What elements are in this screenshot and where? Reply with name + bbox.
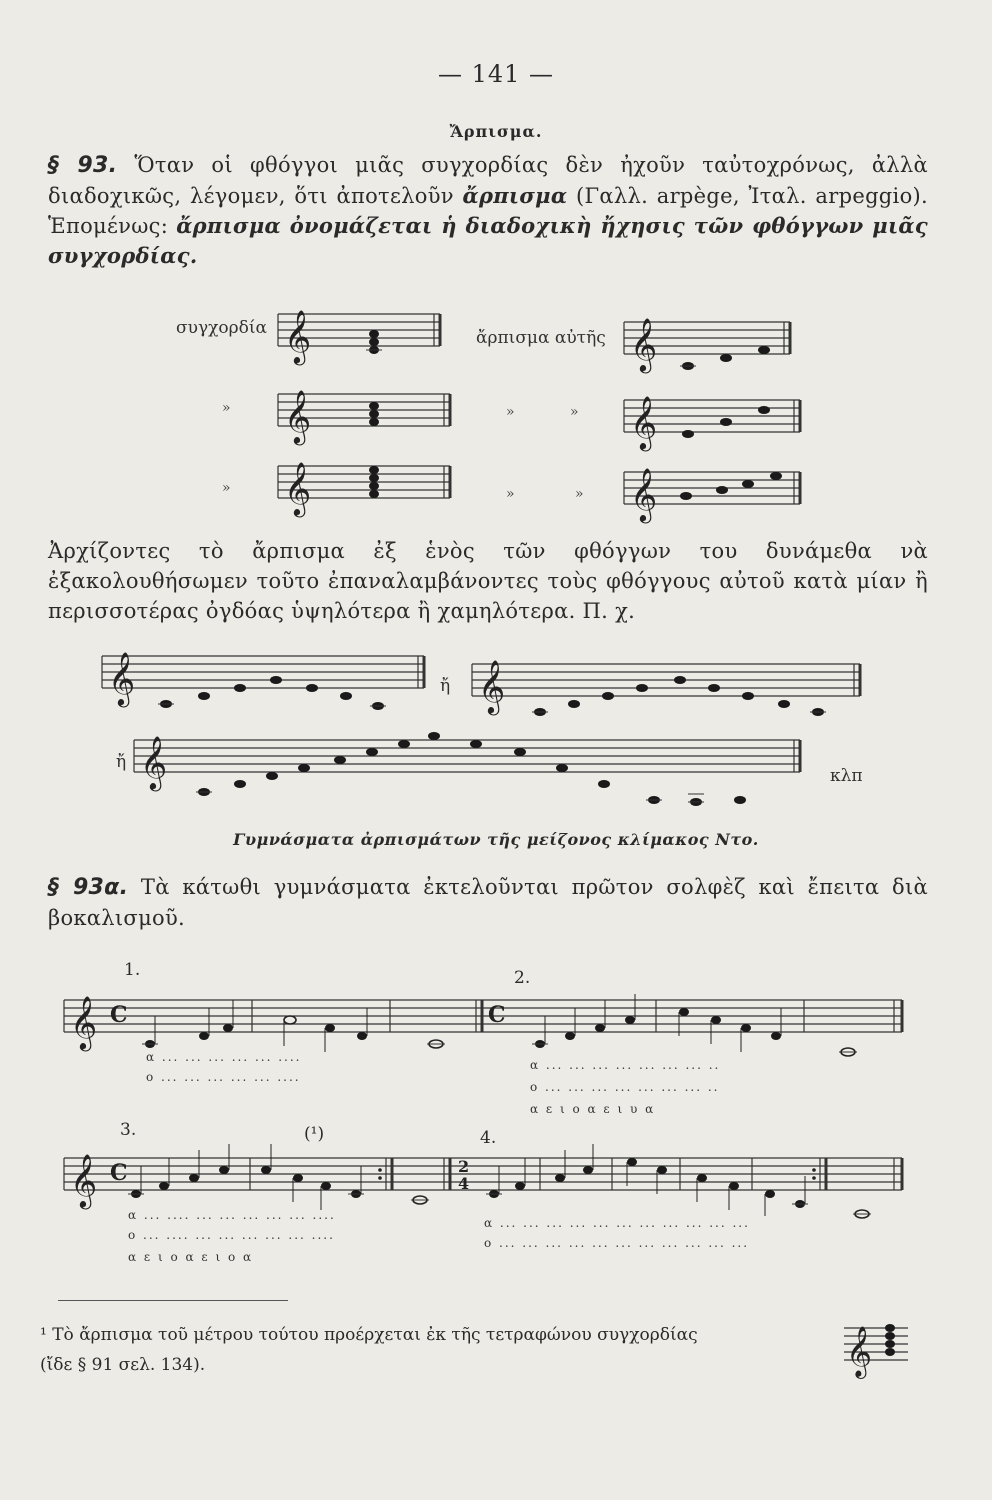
arpeggio-note <box>734 796 746 804</box>
arpeggio-note <box>428 732 440 740</box>
exercise-2-notes <box>532 994 857 1056</box>
syllable-row: ο ... ... ... ... ... ... ... ... ... ... ... <box>484 1236 750 1250</box>
arpeggio-note <box>680 492 692 500</box>
chord-note <box>369 410 379 418</box>
ditto-mark: » <box>506 404 515 420</box>
repeat-dot-icon <box>378 1176 382 1180</box>
syllable-row: α ε ι ο α ε ι ο α <box>128 1250 254 1264</box>
ditto-mark: » <box>575 486 584 502</box>
ditto-mark: » <box>570 404 579 420</box>
paragraph-text: (Γαλλ. arpège, Ἰταλ. arpeggio). Ἑπομένως: <box>48 184 928 238</box>
chord-note <box>885 1340 895 1348</box>
chord-note <box>369 418 379 426</box>
arpeggio-note <box>298 764 310 772</box>
section-number: § 93α. <box>48 875 129 900</box>
arpeggio-note <box>234 684 246 692</box>
arpeggio-note <box>770 472 782 480</box>
treble-clef-icon: 𝄞 <box>478 659 506 713</box>
arpeggio-note <box>366 748 378 756</box>
arpeggio-note <box>720 418 732 426</box>
label-chord: συγχορδία <box>176 318 268 338</box>
arpeggio-note <box>598 780 610 788</box>
syllable-row: α ... .... ... ... ... ... ... .... <box>128 1208 336 1222</box>
treble-clef-icon: 𝄞 <box>70 995 98 1049</box>
arpeggio-note <box>266 772 278 780</box>
footnote-mark: (¹) <box>304 1124 325 1144</box>
footnote-line: (ἴδε § 91 σελ. 134). <box>40 1355 206 1375</box>
footnote <box>40 1320 800 1380</box>
ditto-mark: » <box>506 486 515 502</box>
arpeggio-note <box>234 780 246 788</box>
syllable-row: α ... ... ... ... ... ... ... ... ... ... ... <box>484 1216 750 1230</box>
exercise-number: 2. <box>514 968 531 988</box>
chord-note <box>369 466 379 474</box>
section-title: Ἄρπισμα. <box>449 122 543 141</box>
arpeggio-note <box>636 684 648 692</box>
term-arpeggio: ἄρπισμα <box>462 183 568 208</box>
staff-exercises-row1 <box>64 1000 902 1032</box>
treble-clef-icon: 𝄞 <box>846 1326 873 1377</box>
label-etc: κλπ <box>830 766 863 786</box>
treble-clef-icon: 𝄞 <box>630 467 658 521</box>
syllable-row: α ... ... ... ... ... .... <box>146 1050 302 1064</box>
arpeggio-note <box>556 764 568 772</box>
label-or: ἤ <box>116 752 127 772</box>
arpeggio-note <box>568 700 580 708</box>
chord-note <box>885 1324 895 1332</box>
paragraph-text: Τὰ κάτωθι γυμνάσματα ἐκτελοῦνται πρῶτον σολφὲζ καὶ ἔπειτα διὰ βοκαλισμοῦ. <box>48 875 928 930</box>
paragraph-text: Ὅταν οἱ φθόγγοι μιᾶς συγχορδίας δὲν ἠχοῦν ταὐτοχρόνως, ἀλλὰ διαδοχικῶς, λέγομεν, ὅτι ἀποτελοῦν <box>48 153 928 208</box>
arpeggio-note <box>674 676 686 684</box>
syllable-row: ο ... ... ... ... ... .... <box>146 1070 301 1084</box>
syllable-row: ο ... .... ... ... ... ... ... .... <box>128 1228 335 1242</box>
staff-extended-c <box>134 740 800 772</box>
chord-note <box>369 338 379 346</box>
common-time-icon: C <box>488 1002 506 1028</box>
treble-clef-icon: 𝄞 <box>284 389 312 443</box>
common-time-icon: C <box>110 1160 128 1186</box>
repeat-dot-icon <box>378 1168 382 1172</box>
exercise-number: 1. <box>124 960 141 980</box>
staff-extended-b <box>472 664 860 696</box>
treble-clef-icon: 𝄞 <box>70 1153 98 1207</box>
arpeggio-note <box>602 692 614 700</box>
label-arpeggio: ἄρπισμα αὐτῆς <box>476 328 606 348</box>
footnote-line: ¹ Τὸ ἄρπισμα τοῦ μέτρου τούτου προέρχεται ἐκ τῆς τετραφώνου συγχορδίας <box>40 1325 698 1345</box>
arpeggio-note <box>720 354 732 362</box>
treble-clef-icon: 𝄞 <box>630 395 658 449</box>
treble-clef-icon: 𝄞 <box>140 735 168 789</box>
arpeggio-note <box>708 684 720 692</box>
paragraph-arpeggio-extension: Ἀρχίζοντες τὸ ἄρπισμα ἐξ ἑνὸς τῶν φθόγγων του δυνάμεθα νὰ ἐξακολουθήσωμεν τοῦτο ἐπαναλαμβάνοντες τοὺς φθόγγους αὐτοῦ κατὰ μίαν ἢ περισσοτέρας ὀγδόας ὑψηλότερα ἢ χαμηλότερα. Π. χ. <box>48 539 928 623</box>
staff-exercises-row2 <box>64 1158 902 1190</box>
exercise-number: 4. <box>480 1128 497 1148</box>
ditto-mark: » <box>222 480 231 496</box>
footnote-divider <box>58 1300 288 1301</box>
exercise-3-notes <box>128 1144 429 1210</box>
arpeggio-note <box>758 346 770 354</box>
exercise-number: 3. <box>120 1120 137 1140</box>
arpeggio-note <box>682 430 694 438</box>
arpeggio-note <box>470 740 482 748</box>
staff-extended-a <box>102 656 424 688</box>
exercise-4-notes <box>486 1144 871 1218</box>
chord-note <box>369 402 379 410</box>
arpeggio-note <box>742 480 754 488</box>
common-time-icon: C <box>110 1002 128 1028</box>
treble-clef-icon: 𝄞 <box>284 461 312 515</box>
chord-note <box>369 474 379 482</box>
ditto-mark: » <box>222 400 231 416</box>
syllable-row: α ε ι ο α ε ι υ α <box>530 1102 656 1116</box>
arpeggio-note <box>716 486 728 494</box>
label-or: ἤ <box>440 676 451 696</box>
arpeggio-note <box>306 684 318 692</box>
chord-note <box>369 482 379 490</box>
paragraph-93a <box>48 872 928 933</box>
time-signature-bottom-icon: 4 <box>458 1174 470 1193</box>
definition-text: ἄρπισμα ὀνομάζεται ἡ διαδοχικὴ ἤχησις τῶν φθόγγων μιᾶς συγχορδίας. <box>48 213 928 268</box>
page-number: — 141 — <box>437 60 555 88</box>
arpeggio-note <box>742 692 754 700</box>
treble-clef-icon: 𝄞 <box>630 317 658 371</box>
treble-clef-icon: 𝄞 <box>108 651 136 705</box>
treble-clef-icon: 𝄞 <box>284 309 312 363</box>
arpeggio-note <box>758 406 770 414</box>
time-signature-top-icon: 2 <box>458 1157 470 1176</box>
syllable-row: α ... ... ... ... ... ... ... .. <box>530 1058 721 1072</box>
chord-note <box>369 330 379 338</box>
chord-note <box>369 490 379 498</box>
arpeggio-note <box>778 700 790 708</box>
syllable-row: ο ... ... ... ... ... ... ... .. <box>530 1080 720 1094</box>
arpeggio-note <box>514 748 526 756</box>
arpeggio-note <box>334 756 346 764</box>
exercises-caption: Γυμνάσματα ἀρπισμάτων τῆς μείζονος κλίμακος Ντο. <box>233 830 759 849</box>
arpeggio-note <box>270 676 282 684</box>
repeat-dot-icon <box>812 1168 816 1172</box>
repeat-dot-icon <box>812 1176 816 1180</box>
arpeggio-note <box>198 692 210 700</box>
chord-note <box>885 1348 895 1356</box>
arpeggio-note <box>340 692 352 700</box>
chord-note <box>885 1332 895 1340</box>
arpeggio-note <box>398 740 410 748</box>
section-number: § 93. <box>48 153 118 178</box>
